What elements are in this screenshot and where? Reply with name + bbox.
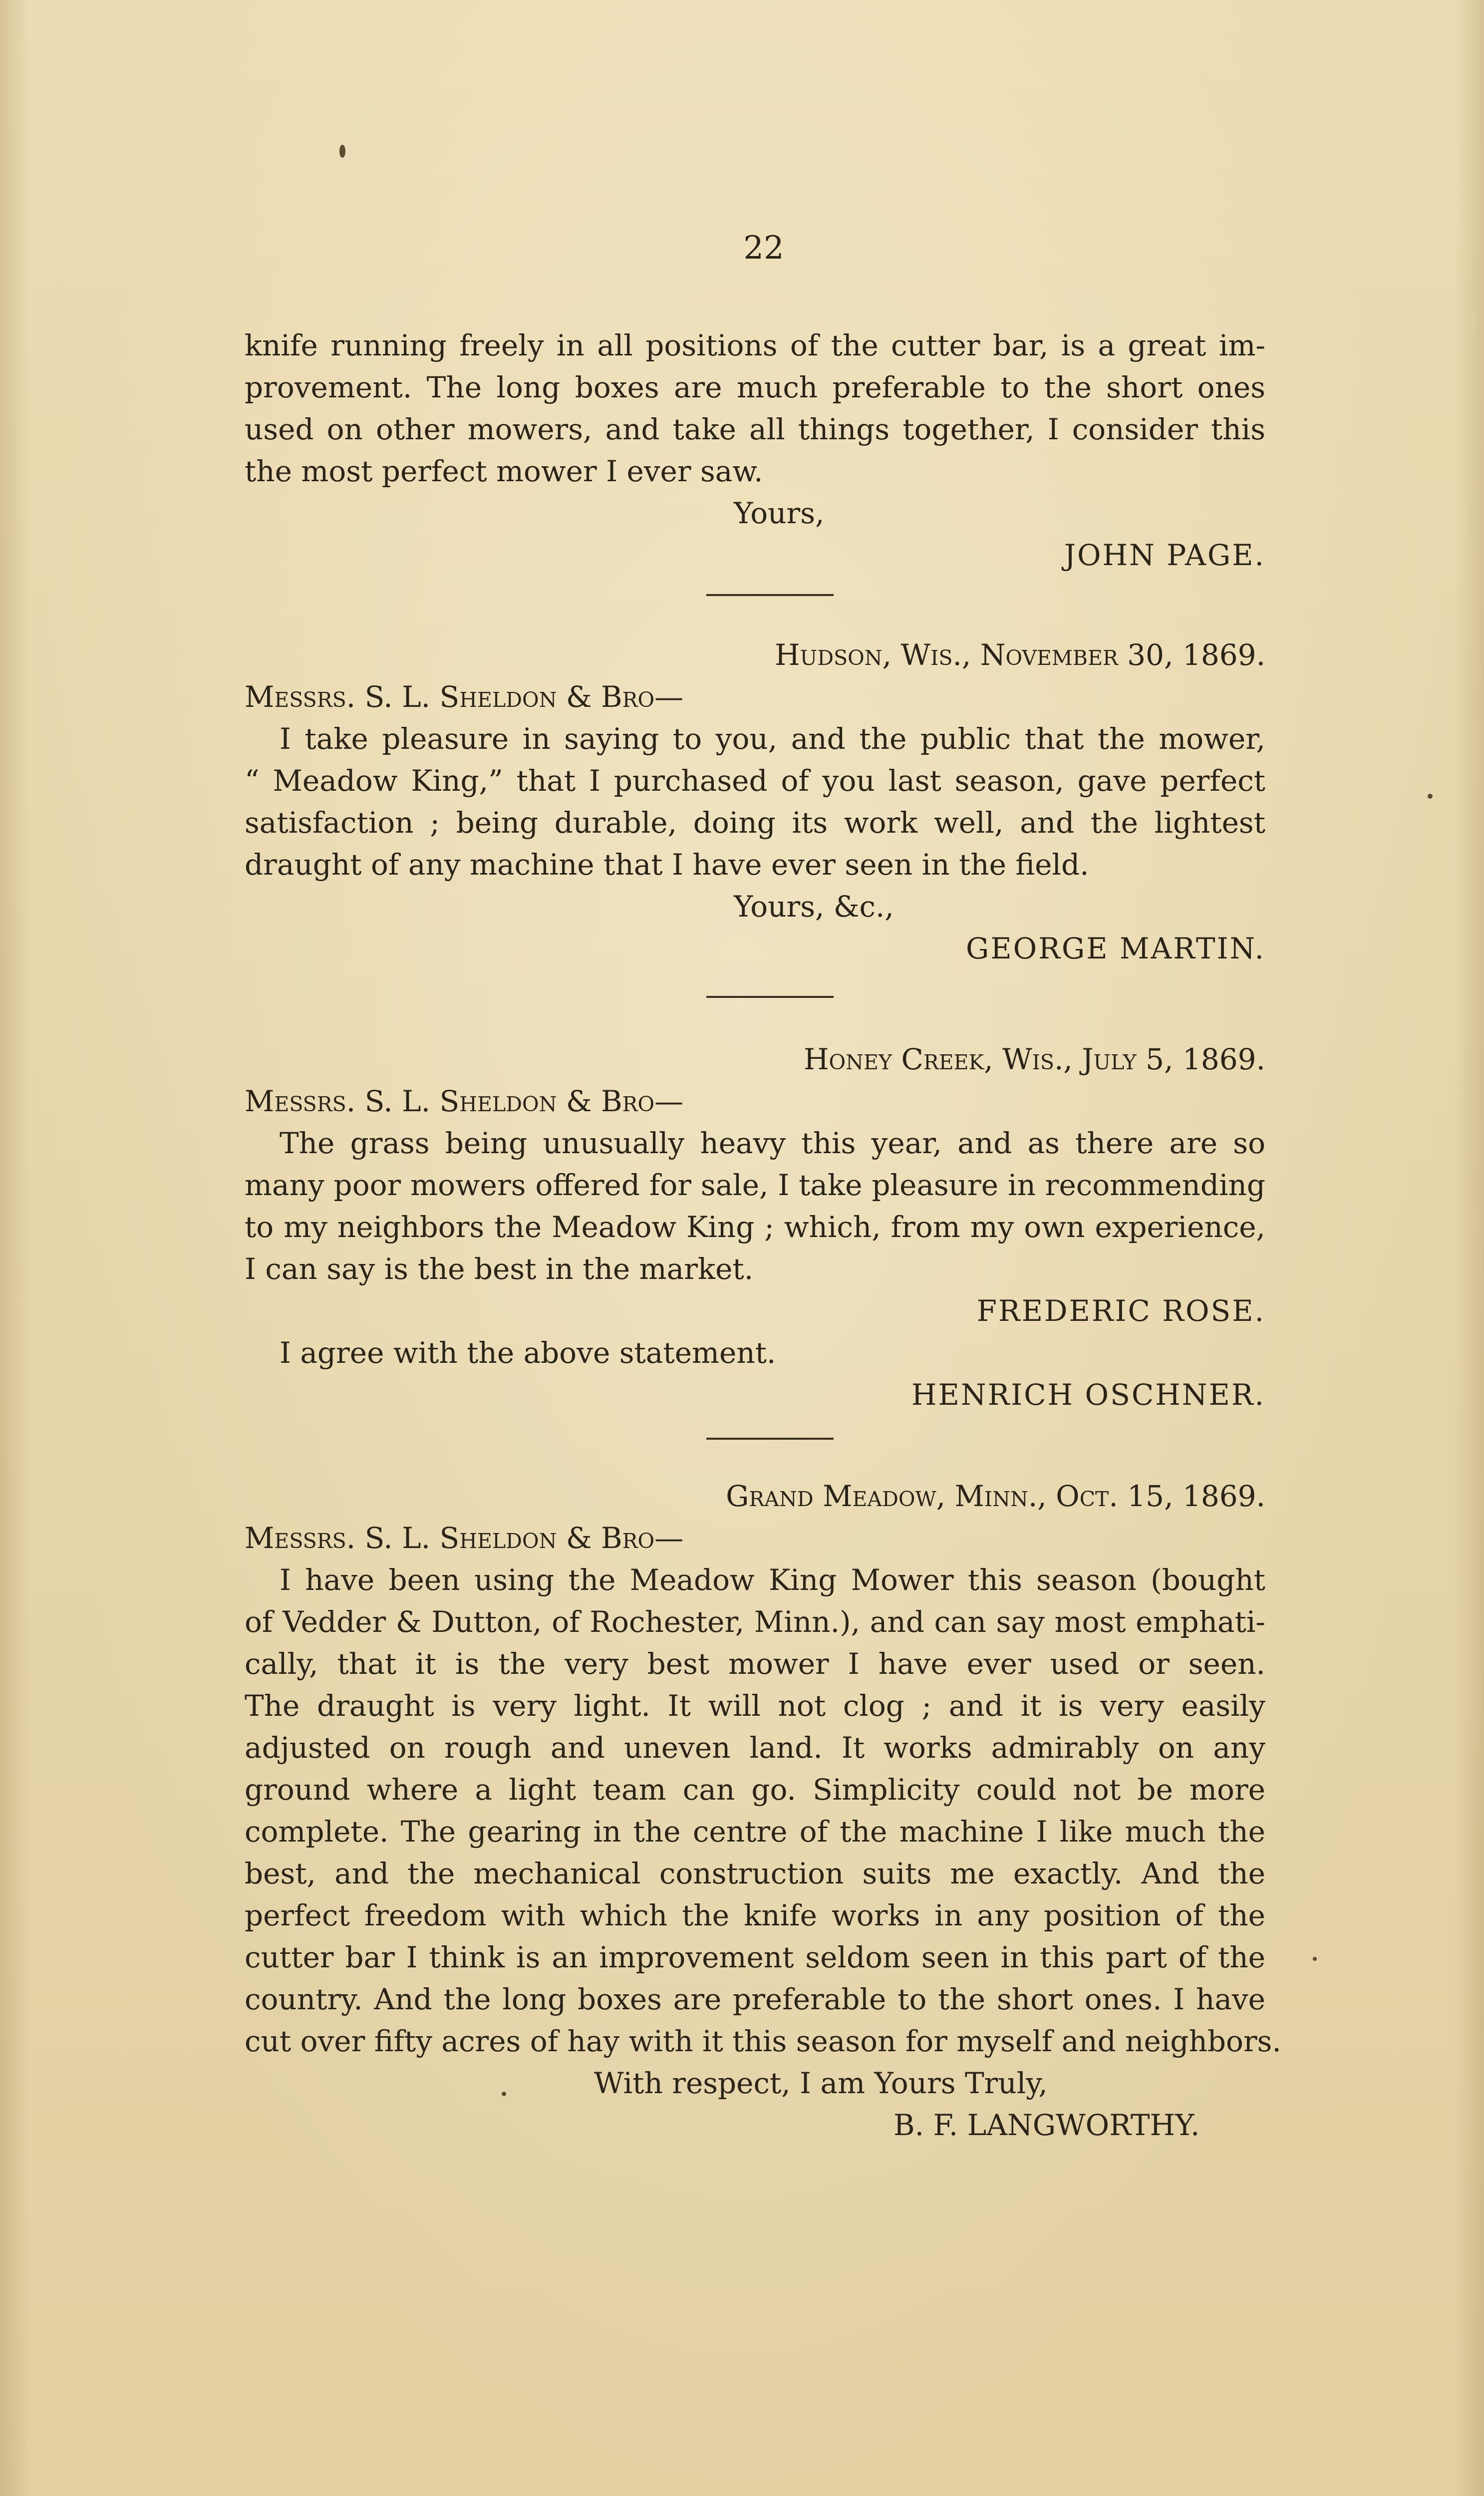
dateline: Grand Meadow, Minn., Oct. 15, 1869. (726, 1479, 1265, 1513)
closing: Yours, (734, 496, 825, 530)
signature: FREDERIC ROSE. (976, 1294, 1265, 1328)
body-line: of Vedder & Dutton, of Rochester, Minn.), and can say most emphati- (245, 1605, 1265, 1639)
body-line: The grass being unusually heavy this year, and as there are so (280, 1126, 1265, 1160)
letter-john-page (245, 324, 1265, 576)
letter-b-f-langworthy (245, 1475, 1281, 2146)
body-line: satisfaction ; being durable, doing its work well, and the lightest (245, 806, 1265, 840)
ink-speck (1313, 1957, 1317, 1961)
body-line: used on other mowers, and take all things together, I consider this (245, 412, 1265, 446)
body-line: to my neighbors the Meadow King ; which, from my own experience, (245, 1210, 1265, 1244)
body-line: I can say is the best in the market. (245, 1252, 754, 1286)
body-line: country. And the long boxes are preferable to the short ones. I have (245, 1982, 1265, 2016)
body-line: provement. The long boxes are much preferable to the short ones (245, 370, 1265, 404)
body-line: draught of any machine that I have ever seen in the field. (245, 848, 1089, 882)
body-line: I take pleasure in saying to you, and the public that the mower, (280, 722, 1265, 756)
body-line: the most perfect mower I ever saw. (245, 454, 763, 488)
letter-george-martin (245, 634, 1265, 969)
salutation: Messrs. S. L. Sheldon & Bro— (245, 1084, 684, 1118)
signature: B. F. LANGWORTHY. (893, 2108, 1200, 2142)
body-line: cut over fifty acres of hay with it this season for myself and neighbors. (245, 2024, 1281, 2058)
signature: JOHN PAGE. (1064, 538, 1265, 572)
body-line: cutter bar I think is an improvement seldom seen in this part of the (245, 1940, 1265, 1974)
body-line: perfect freedom with which the knife works in any position of the (245, 1898, 1265, 1932)
letter-frederic-rose (245, 1038, 1265, 1416)
signature: HENRICH OSCHNER. (911, 1378, 1265, 1412)
page-edge-shadow-left (0, 0, 30, 2496)
body-line: The draught is very light. It will not clog ; and it is very easily (245, 1689, 1265, 1723)
divider-rule (706, 996, 834, 998)
dateline: Honey Creek, Wis., July 5, 1869. (803, 1042, 1265, 1076)
body-line: adjusted on rough and uneven land. It works admirably on any (245, 1731, 1265, 1765)
salutation: Messrs. S. L. Sheldon & Bro— (245, 1521, 684, 1555)
ink-speck (1428, 794, 1433, 799)
body-line: cally, that it is the very best mower I have ever used or seen. (245, 1647, 1265, 1681)
closing: With respect, I am Yours Truly, (594, 2066, 1048, 2100)
page-edge-shadow-right (1454, 0, 1484, 2496)
divider-rule (706, 594, 834, 596)
closing: Yours, &c., (734, 890, 894, 924)
page-number: 22 (743, 230, 784, 267)
divider-rule (706, 1438, 834, 1440)
body-line: knife running freely in all positions of the cutter bar, is a great im- (245, 328, 1265, 362)
body-line: ground where a light team can go. Simplicity could not be more (245, 1773, 1265, 1807)
endorsement: I agree with the above statement. (280, 1336, 776, 1370)
body-line: “ Meadow King,” that I purchased of you last season, gave perfect (245, 764, 1265, 798)
signature: GEORGE MARTIN. (966, 932, 1265, 965)
body-line: many poor mowers offered for sale, I take pleasure in recommending (245, 1168, 1265, 1202)
ink-speck (339, 145, 345, 158)
body-line: complete. The gearing in the centre of the machine I like much the (245, 1815, 1265, 1849)
body-line: I have been using the Meadow King Mower this season (bought (280, 1563, 1265, 1597)
dateline: Hudson, Wis., November 30, 1869. (775, 638, 1265, 672)
body-line: best, and the mechanical construction suits me exactly. And the (245, 1857, 1265, 1890)
salutation: Messrs. S. L. Sheldon & Bro— (245, 680, 684, 714)
